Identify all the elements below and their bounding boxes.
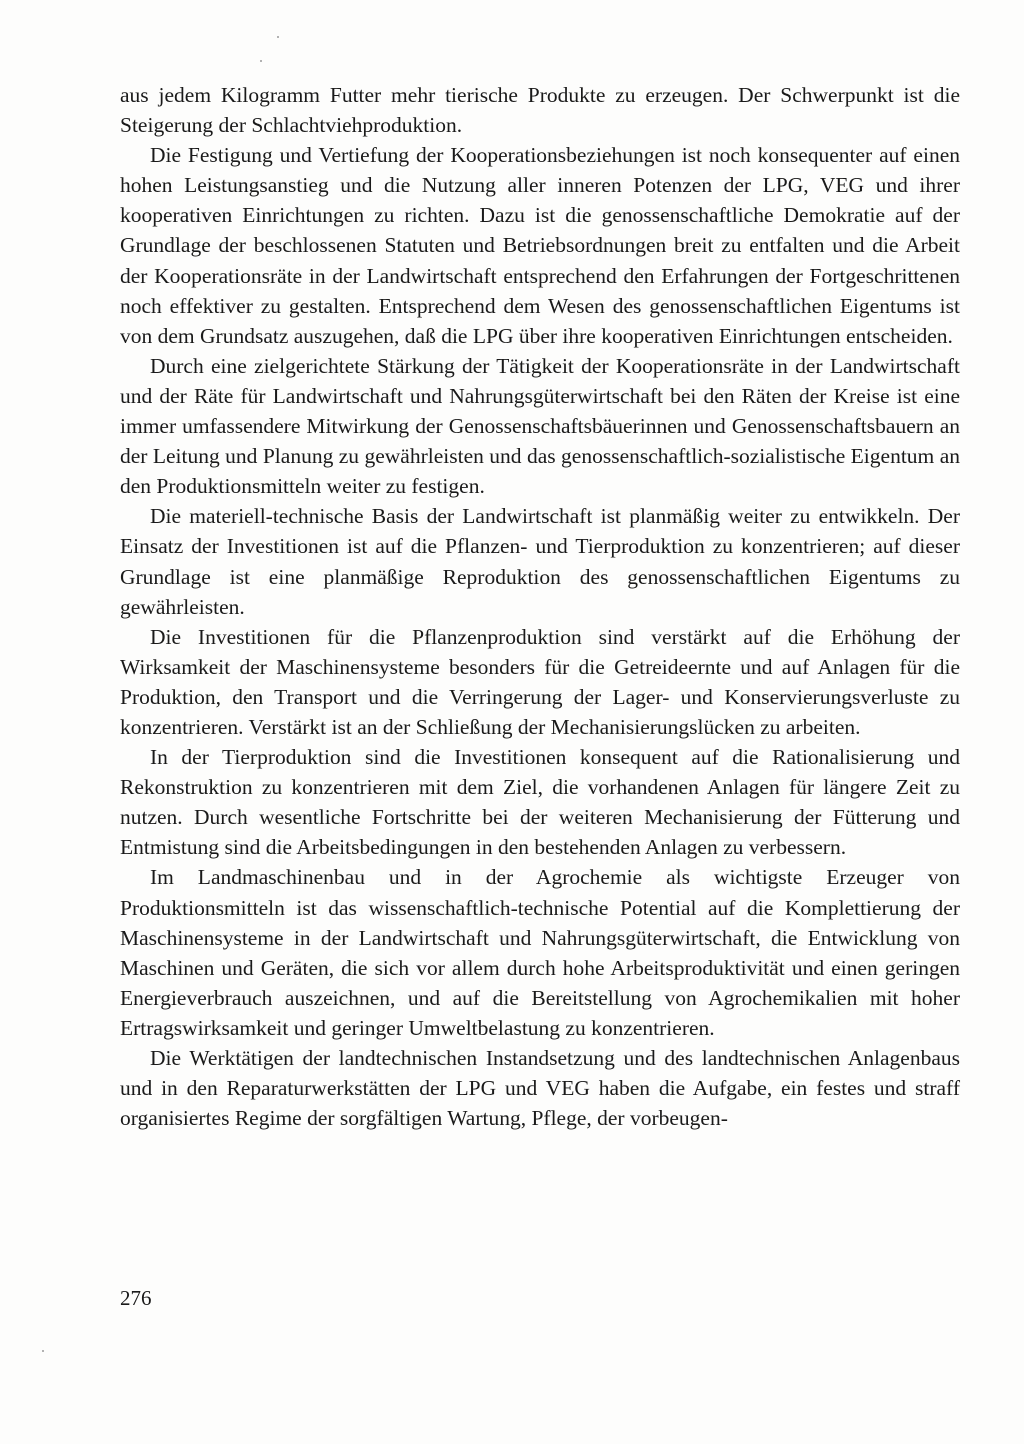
body-text — [120, 80, 960, 1133]
scan-speck — [42, 1350, 44, 1352]
paragraph: Die Festigung und Vertiefung der Kooperationsbeziehungen ist noch konsequenter auf einen hohen Leistungsanstieg und die Nutzung aller inneren Potenzen der LPG, VEG und ihrer kooperativen Einrichtungen zu richten. Dazu ist die genossenschaftliche Demokratie auf der Grundlage der beschlossenen Statuten und Betriebsordnungen breit zu entfalten und die Arbeit der Kooperationsräte in der Landwirtschaft entsprechend den Erfahrungen der Fortgeschrittenen noch effektiver zu gestalten. Entsprechend dem Wesen des genossenschaftlichen Eigentums ist von dem Grundsatz auszugehen, daß die LPG über ihre kooperativen Einrichtungen entscheiden. — [120, 143, 960, 348]
paragraph: Die materiell-technische Basis der Landwirtschaft ist planmäßig weiter zu entwikkeln. Der Einsatz der Investitionen ist auf die Pflanzen- und Tierproduktion zu konzentrieren; auf dieser Grundlage ist eine planmäßige Reproduktion des genossenschaftlichen Eigentums zu gewährleisten. — [120, 504, 960, 619]
page-number: 276 — [120, 1286, 152, 1310]
scan-speck — [260, 60, 262, 62]
paragraph: Durch eine zielgerichtete Stärkung der Tätigkeit der Kooperationsräte in der Landwirtschaft und der Räte für Landwirtschaft und Nahrungsgüterwirtschaft bei den Räten der Kreise ist eine immer umfassendere Mitwirkung der Genossenschaftsbäuerinnen und Genossenschaftsbauern an der Leitung und Planung zu gewährleisten und das genossenschaftlich-sozialistische Eigentum an den Produktionsmitteln weiter zu festigen. — [120, 353, 960, 499]
paragraph: Die Investitionen für die Pflanzenproduktion sind verstärkt auf die Erhöhung der Wirksamkeit der Maschinensysteme besonders für die Getreideernte und auf Anlagen für die Produktion, den Transport und die Verringerung der Lager- und Konservierungsverluste zu konzentrieren. Verstärkt ist an der Schließung der Mechanisierungslücken zu arbeiten. — [120, 624, 960, 739]
paragraph: aus jedem Kilogramm Futter mehr tierische Produkte zu erzeugen. Der Schwerpunkt ist die Steigerung der Schlachtviehproduktion. — [120, 83, 960, 138]
paragraph: Im Landmaschinenbau und in der Agrochemie als wichtigste Erzeuger von Produktionsmitteln ist das wissenschaftlich-technische Potential auf die Komplettierung der Maschinensysteme in der Landwirtschaft und Nahrungsgüterwirtschaft, die Entwicklung von Maschinen und Geräten, die sich vor allem durch hohe Arbeitsproduktivität und einen geringen Energieverbrauch auszeichnen, und auf die Bereitstellung von Agrochemikalien mit hoher Ertragswirksamkeit und geringer Umweltbelastung zu konzentrieren. — [120, 865, 960, 1040]
paragraph: In der Tierproduktion sind die Investitionen konsequent auf die Rationalisierung und Rekonstruktion zu konzentrieren mit dem Ziel, die vorhandenen Anlagen für längere Zeit zu nutzen. Durch wesentliche Fortschritte bei der weiteren Mechanisierung der Fütterung und Entmistung sind die Arbeitsbedingungen in den bestehenden Anlagen zu verbessern. — [120, 745, 960, 860]
scan-speck — [277, 36, 279, 38]
paragraph: Die Werktätigen der landtechnischen Instandsetzung und des landtechnischen Anlagenbaus und in den Reparaturwerkstätten der LPG und VEG haben die Aufgabe, ein festes und straff organisiertes Regime der sorgfältigen Wartung, Pflege, der vorbeugen- — [120, 1046, 960, 1131]
